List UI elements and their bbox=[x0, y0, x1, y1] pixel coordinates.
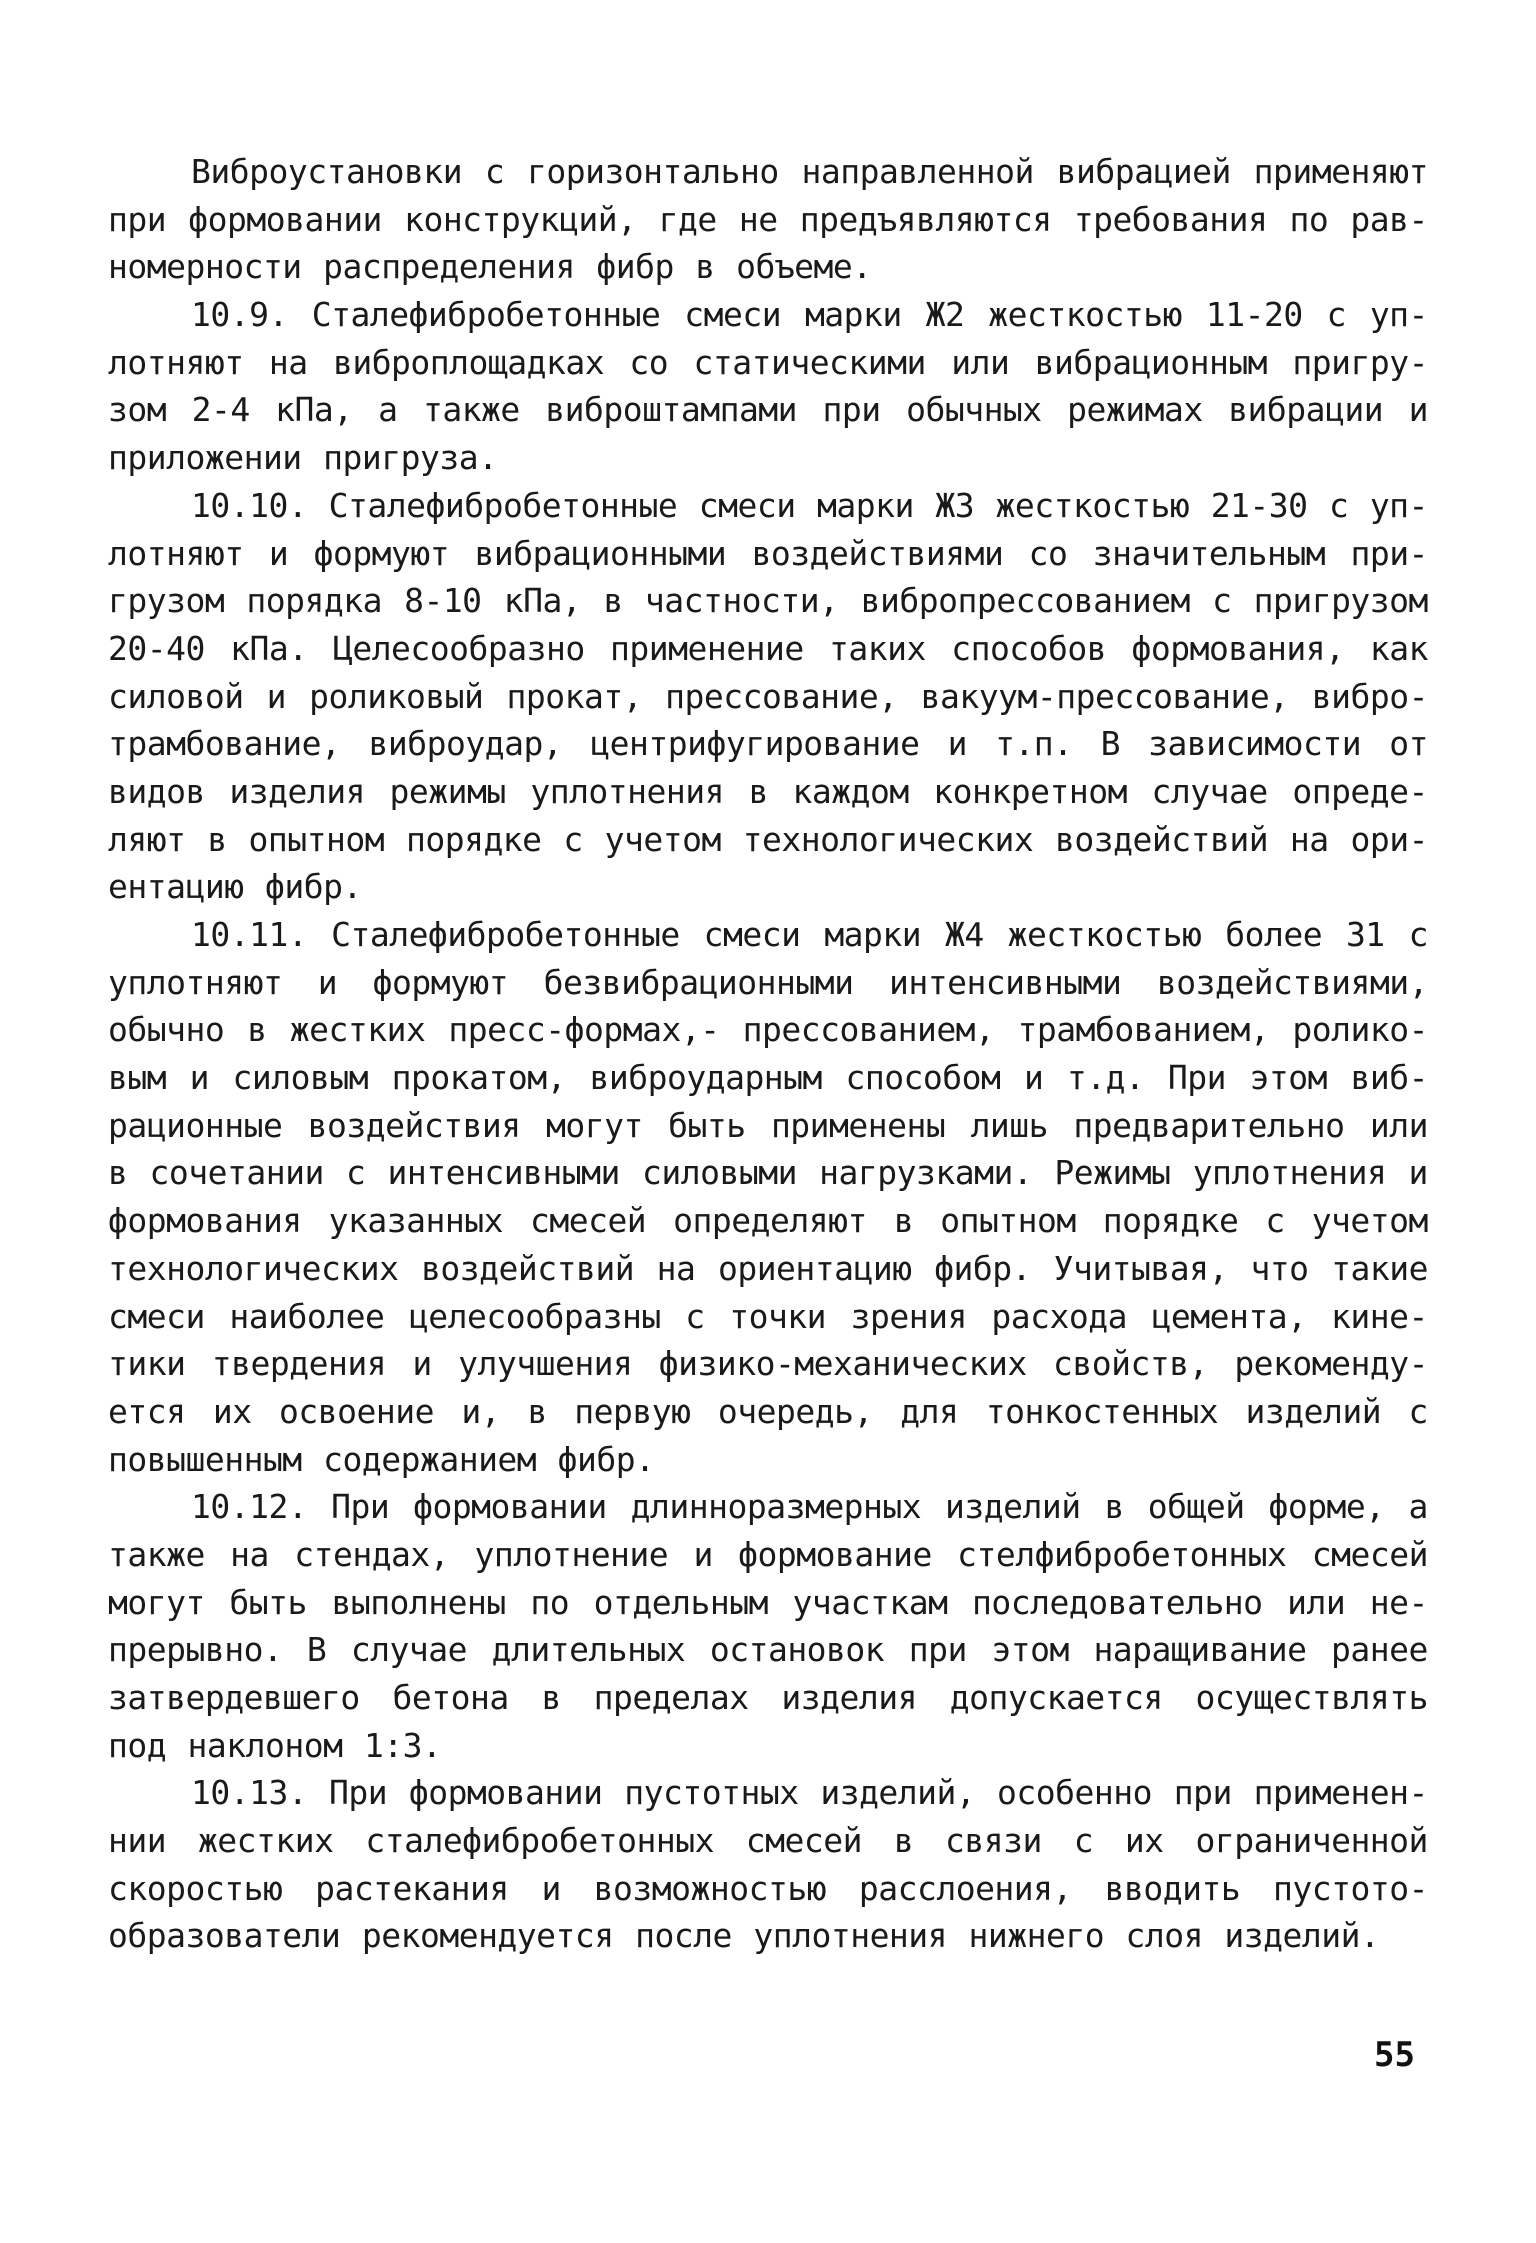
text-line: 10.12. При формовании длинноразмерных изделий в общей форме, а bbox=[191, 1487, 1428, 1527]
text-line: затвердевшего бетона в пределах изделия допускается осуществлять bbox=[108, 1678, 1428, 1717]
paragraph bbox=[108, 291, 1428, 482]
paragraph bbox=[108, 148, 1428, 291]
text-line: рационные воздействия могут быть применены лишь предварительно или bbox=[108, 1105, 1428, 1145]
text-line: 10.11. Сталефибробетонные смеси марки Ж4 жесткостью более 31 с bbox=[191, 915, 1428, 954]
text-line: лотняют и формуют вибрационными воздействиями со значительным при- bbox=[108, 533, 1428, 573]
text-line: смеси наиболее целесообразны с точки зрения расхода цемента, кине- bbox=[108, 1296, 1428, 1336]
paragraph bbox=[108, 1483, 1428, 1769]
text-line: 10.9. Сталефибробетонные смеси марки Ж2 жесткостью 11-20 с уп- bbox=[191, 295, 1428, 335]
text-line: номерности распределения фибр в объеме. bbox=[108, 247, 872, 287]
text-line: скоростью растекания и возможностью расслоения, вводить пустото- bbox=[108, 1868, 1428, 1908]
text-line: силовой и роликовый прокат, прессование, вакуум-прессование, вибро- bbox=[108, 676, 1428, 716]
text-line: вым и силовым прокатом, виброударным способом и т.д. При этом виб- bbox=[108, 1058, 1428, 1098]
paragraph bbox=[108, 911, 1428, 1483]
text-line: в сочетании с интенсивными силовыми нагрузками. Режимы уплотнения и bbox=[108, 1153, 1428, 1193]
text-line: 20-40 кПа. Целесообразно применение таких способов формования, как bbox=[108, 628, 1428, 668]
text-line: повышенным содержанием фибр. bbox=[108, 1439, 655, 1479]
text-line: приложении пригруза. bbox=[108, 438, 498, 478]
text-line: нии жестких сталефибробетонных смесей в связи с их ограниченной bbox=[108, 1821, 1428, 1861]
text-line: лотняют на виброплощадках со статическими или вибрационным пригру- bbox=[108, 342, 1428, 382]
text-line: также на стендах, уплотнение и формование стелфибробетонных смесей bbox=[108, 1534, 1428, 1574]
paragraph bbox=[108, 1769, 1428, 1960]
page-number: 55 bbox=[1374, 2035, 1415, 2075]
text-line: тики твердения и улучшения физико-механических свойств, рекоменду- bbox=[108, 1344, 1428, 1384]
text-line: ется их освоение и, в первую очередь, для тонкостенных изделий с bbox=[108, 1391, 1428, 1431]
text-line: под наклоном 1:3. bbox=[108, 1725, 442, 1765]
text-line: при формовании конструкций, где не предъявляются требования по рав- bbox=[108, 199, 1428, 239]
text-line: трамбование, виброудар, центрифугирование и т.п. В зависимости от bbox=[108, 724, 1428, 764]
text-line: зом 2-4 кПа, а также виброштампами при обычных режимах вибрации и bbox=[108, 390, 1428, 430]
body-text bbox=[108, 148, 1428, 1960]
paragraph bbox=[108, 482, 1428, 911]
text-line: уплотняют и формуют безвибрационными интенсивными воздействиями, bbox=[108, 962, 1428, 1002]
text-line: формования указанных смесей определяют в опытном порядке с учетом bbox=[108, 1201, 1428, 1241]
text-line: Виброустановки с горизонтально направленной вибрацией применяют bbox=[191, 152, 1428, 191]
text-line: ляют в опытном порядке с учетом технологических воздействий на ори- bbox=[108, 819, 1428, 859]
text-line: обычно в жестких пресс-формах,- прессованием, трамбованием, ролико- bbox=[108, 1010, 1428, 1050]
text-line: образователи рекомендуется после уплотнения нижнего слоя изделий. bbox=[108, 1916, 1380, 1956]
text-line: 10.13. При формовании пустотных изделий, особенно при применен- bbox=[191, 1773, 1428, 1813]
text-line: ентацию фибр. bbox=[108, 867, 362, 907]
text-line: технологических воздействий на ориентацию фибр. Учитывая, что такие bbox=[108, 1248, 1428, 1288]
text-line: могут быть выполнены по отдельным участкам последовательно или не- bbox=[108, 1582, 1428, 1622]
text-line: 10.10. Сталефибробетонные смеси марки Ж3 жесткостью 21-30 с уп- bbox=[191, 485, 1428, 525]
text-line: прерывно. В случае длительных остановок при этом наращивание ранее bbox=[108, 1630, 1428, 1670]
text-line: грузом порядка 8-10 кПа, в частности, вибропрессованием с пригрузом bbox=[108, 581, 1428, 621]
text-line: видов изделия режимы уплотнения в каждом конкретном случае опреде- bbox=[108, 771, 1428, 811]
